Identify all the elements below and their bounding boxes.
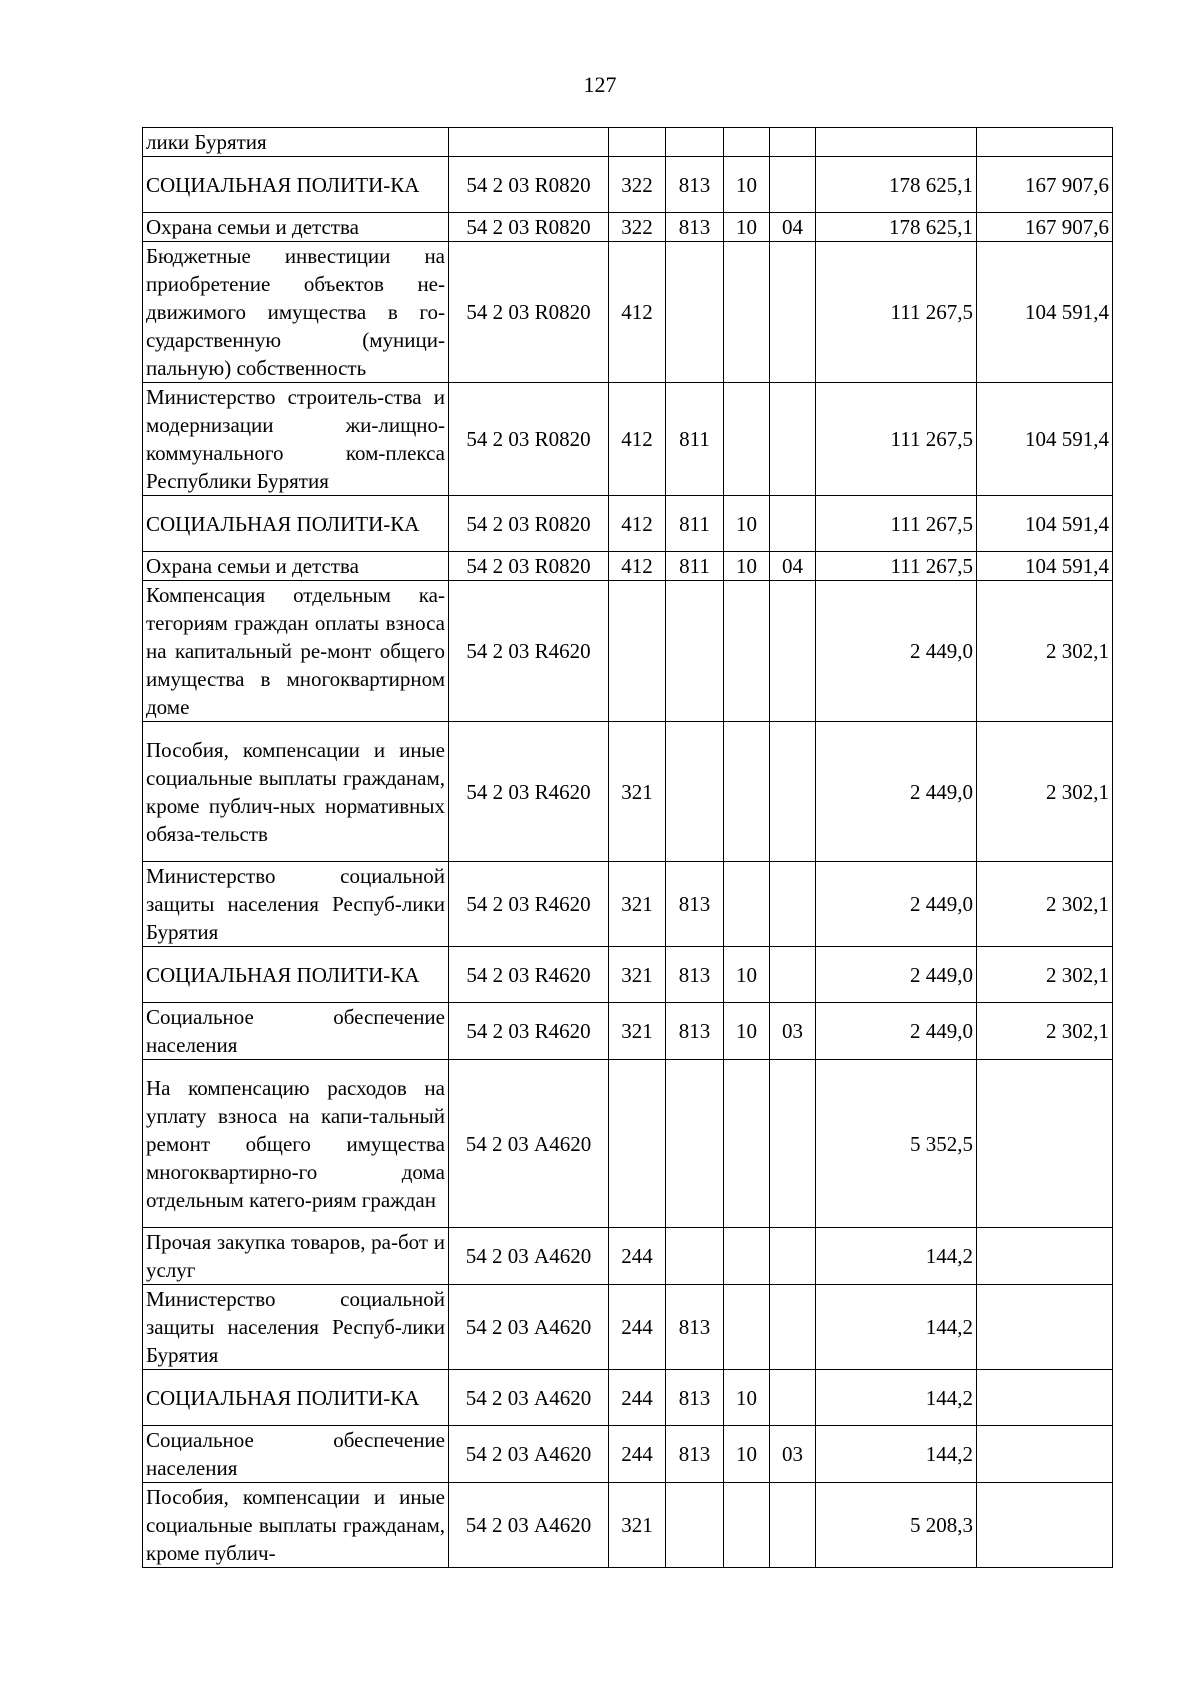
row-pr-cell <box>770 1228 816 1285</box>
row-pr-cell <box>770 496 816 552</box>
row-rz-cell <box>724 1483 770 1568</box>
row-csr-cell: 54 2 03 R0820 <box>449 213 609 242</box>
row-pr-cell <box>770 1060 816 1228</box>
row-sum1-cell: 144,2 <box>816 1370 977 1426</box>
row-pr-cell <box>770 128 816 157</box>
row-vr-cell: 322 <box>609 213 666 242</box>
row-rz-cell: 10 <box>724 1370 770 1426</box>
row-name-cell: Пособия, компенсации и иные социальные выплаты гражданам, кроме публич- <box>143 1483 449 1568</box>
row-sum2-cell: 104 591,4 <box>977 496 1113 552</box>
row-rz-cell <box>724 581 770 722</box>
row-pr-cell: 04 <box>770 213 816 242</box>
row-rz-cell: 10 <box>724 213 770 242</box>
row-sum1-cell <box>816 128 977 157</box>
budget-table <box>142 127 1113 1568</box>
row-pr-cell <box>770 722 816 862</box>
table-row <box>143 157 1113 213</box>
row-grbs-cell <box>666 722 724 862</box>
row-sum2-cell <box>977 1228 1113 1285</box>
row-vr-cell: 321 <box>609 1483 666 1568</box>
row-grbs-cell: 811 <box>666 383 724 496</box>
row-rz-cell <box>724 722 770 862</box>
row-grbs-cell <box>666 242 724 383</box>
row-vr-cell: 412 <box>609 383 666 496</box>
row-sum1-cell: 178 625,1 <box>816 213 977 242</box>
row-csr-cell <box>449 128 609 157</box>
row-vr-cell: 244 <box>609 1228 666 1285</box>
row-vr-cell: 244 <box>609 1285 666 1370</box>
row-name-cell: лики Бурятия <box>143 128 449 157</box>
table-row <box>143 1285 1113 1370</box>
row-rz-cell <box>724 1228 770 1285</box>
row-rz-cell: 10 <box>724 496 770 552</box>
row-rz-cell <box>724 862 770 947</box>
row-vr-cell: 412 <box>609 242 666 383</box>
row-sum1-cell: 2 449,0 <box>816 947 977 1003</box>
row-sum1-cell: 144,2 <box>816 1426 977 1483</box>
row-sum1-cell: 144,2 <box>816 1285 977 1370</box>
row-grbs-cell <box>666 1483 724 1568</box>
table-row <box>143 213 1113 242</box>
row-pr-cell <box>770 1483 816 1568</box>
row-pr-cell <box>770 947 816 1003</box>
table-row <box>143 1483 1113 1568</box>
row-pr-cell <box>770 1370 816 1426</box>
row-rz-cell <box>724 242 770 383</box>
row-grbs-cell <box>666 1228 724 1285</box>
row-name-cell: Министерство социальной защиты населения Респуб-лики Бурятия <box>143 862 449 947</box>
row-pr-cell <box>770 862 816 947</box>
row-csr-cell: 54 2 03 R4620 <box>449 947 609 1003</box>
row-sum2-cell: 104 591,4 <box>977 552 1113 581</box>
row-pr-cell: 04 <box>770 552 816 581</box>
row-rz-cell: 10 <box>724 552 770 581</box>
row-csr-cell: 54 2 03 R4620 <box>449 862 609 947</box>
row-vr-cell <box>609 128 666 157</box>
row-vr-cell: 412 <box>609 552 666 581</box>
row-csr-cell: 54 2 03 R0820 <box>449 157 609 213</box>
row-rz-cell: 10 <box>724 157 770 213</box>
row-sum2-cell <box>977 1060 1113 1228</box>
row-sum1-cell: 144,2 <box>816 1228 977 1285</box>
row-grbs-cell: 813 <box>666 862 724 947</box>
row-pr-cell: 03 <box>770 1003 816 1060</box>
row-name-cell: Компенсация отдельным ка-тегориям граждан оплаты взноса на капитальный ре-монт общего имущества в многоквартирном доме <box>143 581 449 722</box>
row-sum1-cell: 111 267,5 <box>816 383 977 496</box>
row-sum2-cell <box>977 128 1113 157</box>
row-vr-cell: 321 <box>609 862 666 947</box>
row-sum1-cell: 2 449,0 <box>816 1003 977 1060</box>
row-sum2-cell <box>977 1483 1113 1568</box>
row-csr-cell: 54 2 03 А4620 <box>449 1060 609 1228</box>
table-row <box>143 947 1113 1003</box>
row-rz-cell <box>724 128 770 157</box>
table-row <box>143 383 1113 496</box>
row-sum2-cell: 2 302,1 <box>977 1003 1113 1060</box>
row-csr-cell: 54 2 03 А4620 <box>449 1228 609 1285</box>
row-sum2-cell: 2 302,1 <box>977 862 1113 947</box>
row-vr-cell <box>609 581 666 722</box>
row-name-cell: Охрана семьи и детства <box>143 213 449 242</box>
row-sum1-cell: 111 267,5 <box>816 552 977 581</box>
row-vr-cell: 321 <box>609 947 666 1003</box>
row-pr-cell <box>770 157 816 213</box>
row-sum2-cell <box>977 1285 1113 1370</box>
row-grbs-cell: 811 <box>666 552 724 581</box>
row-grbs-cell <box>666 1060 724 1228</box>
page-number: 127 <box>583 72 617 97</box>
row-grbs-cell: 811 <box>666 496 724 552</box>
row-csr-cell: 54 2 03 А4620 <box>449 1483 609 1568</box>
row-sum1-cell: 111 267,5 <box>816 242 977 383</box>
row-vr-cell: 412 <box>609 496 666 552</box>
row-vr-cell: 321 <box>609 1003 666 1060</box>
row-vr-cell: 244 <box>609 1426 666 1483</box>
row-sum1-cell: 5 208,3 <box>816 1483 977 1568</box>
row-sum1-cell: 2 449,0 <box>816 722 977 862</box>
row-csr-cell: 54 2 03 А4620 <box>449 1426 609 1483</box>
table-row <box>143 1370 1113 1426</box>
row-name-cell: СОЦИАЛЬНАЯ ПОЛИТИ-КА <box>143 1370 449 1426</box>
row-pr-cell: 03 <box>770 1426 816 1483</box>
row-sum2-cell <box>977 1426 1113 1483</box>
row-csr-cell: 54 2 03 R4620 <box>449 722 609 862</box>
row-sum2-cell: 2 302,1 <box>977 581 1113 722</box>
row-grbs-cell <box>666 581 724 722</box>
row-sum1-cell: 2 449,0 <box>816 581 977 722</box>
row-vr-cell: 321 <box>609 722 666 862</box>
row-sum2-cell: 167 907,6 <box>977 157 1113 213</box>
row-rz-cell: 10 <box>724 1426 770 1483</box>
row-name-cell: Прочая закупка товаров, ра-бот и услуг <box>143 1228 449 1285</box>
row-name-cell: Бюджетные инвестиции на приобретение объектов не-движимого имущества в го-сударственную (муници-пальную) собственность <box>143 242 449 383</box>
row-grbs-cell: 813 <box>666 947 724 1003</box>
row-pr-cell <box>770 1285 816 1370</box>
row-rz-cell: 10 <box>724 947 770 1003</box>
row-csr-cell: 54 2 03 R4620 <box>449 581 609 722</box>
row-csr-cell: 54 2 03 R0820 <box>449 552 609 581</box>
row-sum1-cell: 5 352,5 <box>816 1060 977 1228</box>
row-name-cell: Пособия, компенсации и иные социальные выплаты гражданам, кроме публич-ных нормативных обяза-тельств <box>143 722 449 862</box>
table-row <box>143 1060 1113 1228</box>
row-name-cell: Охрана семьи и детства <box>143 552 449 581</box>
row-sum2-cell: 104 591,4 <box>977 383 1113 496</box>
row-grbs-cell: 813 <box>666 213 724 242</box>
row-rz-cell <box>724 1060 770 1228</box>
table-row <box>143 862 1113 947</box>
row-rz-cell <box>724 383 770 496</box>
row-name-cell: Министерство строитель-ства и модернизации жи-лищно-коммунального ком-плекса Республики Бурятия <box>143 383 449 496</box>
row-sum1-cell: 111 267,5 <box>816 496 977 552</box>
row-grbs-cell <box>666 128 724 157</box>
row-grbs-cell: 813 <box>666 157 724 213</box>
row-name-cell: Министерство социальной защиты населения Респуб-лики Бурятия <box>143 1285 449 1370</box>
row-name-cell: СОЦИАЛЬНАЯ ПОЛИТИ-КА <box>143 157 449 213</box>
table-row <box>143 552 1113 581</box>
row-pr-cell <box>770 242 816 383</box>
row-name-cell: СОЦИАЛЬНАЯ ПОЛИТИ-КА <box>143 947 449 1003</box>
row-csr-cell: 54 2 03 R0820 <box>449 383 609 496</box>
table-body <box>143 128 1113 1568</box>
row-sum2-cell: 2 302,1 <box>977 722 1113 862</box>
row-name-cell: На компенсацию расходов на уплату взноса на капи-тальный ремонт общего имущества многоквартирно-го дома отдельным катего-риям граждан <box>143 1060 449 1228</box>
table-row <box>143 1228 1113 1285</box>
table-row <box>143 1426 1113 1483</box>
row-sum2-cell: 167 907,6 <box>977 213 1113 242</box>
row-vr-cell: 244 <box>609 1370 666 1426</box>
row-pr-cell <box>770 581 816 722</box>
row-sum2-cell: 104 591,4 <box>977 242 1113 383</box>
table-row <box>143 722 1113 862</box>
row-csr-cell: 54 2 03 R0820 <box>449 242 609 383</box>
row-grbs-cell: 813 <box>666 1285 724 1370</box>
row-name-cell: Социальное обеспечение населения <box>143 1426 449 1483</box>
row-rz-cell: 10 <box>724 1003 770 1060</box>
row-sum1-cell: 178 625,1 <box>816 157 977 213</box>
row-name-cell: СОЦИАЛЬНАЯ ПОЛИТИ-КА <box>143 496 449 552</box>
row-sum2-cell: 2 302,1 <box>977 947 1113 1003</box>
row-vr-cell: 322 <box>609 157 666 213</box>
row-pr-cell <box>770 383 816 496</box>
row-sum1-cell: 2 449,0 <box>816 862 977 947</box>
row-name-cell: Социальное обеспечение населения <box>143 1003 449 1060</box>
row-vr-cell <box>609 1060 666 1228</box>
table-row <box>143 581 1113 722</box>
row-grbs-cell: 813 <box>666 1426 724 1483</box>
table-row <box>143 496 1113 552</box>
row-csr-cell: 54 2 03 R0820 <box>449 496 609 552</box>
row-sum2-cell <box>977 1370 1113 1426</box>
row-csr-cell: 54 2 03 А4620 <box>449 1370 609 1426</box>
table-row <box>143 128 1113 157</box>
row-csr-cell: 54 2 03 R4620 <box>449 1003 609 1060</box>
row-grbs-cell: 813 <box>666 1370 724 1426</box>
row-rz-cell <box>724 1285 770 1370</box>
row-csr-cell: 54 2 03 А4620 <box>449 1285 609 1370</box>
row-grbs-cell: 813 <box>666 1003 724 1060</box>
table-row <box>143 1003 1113 1060</box>
table-row <box>143 242 1113 383</box>
